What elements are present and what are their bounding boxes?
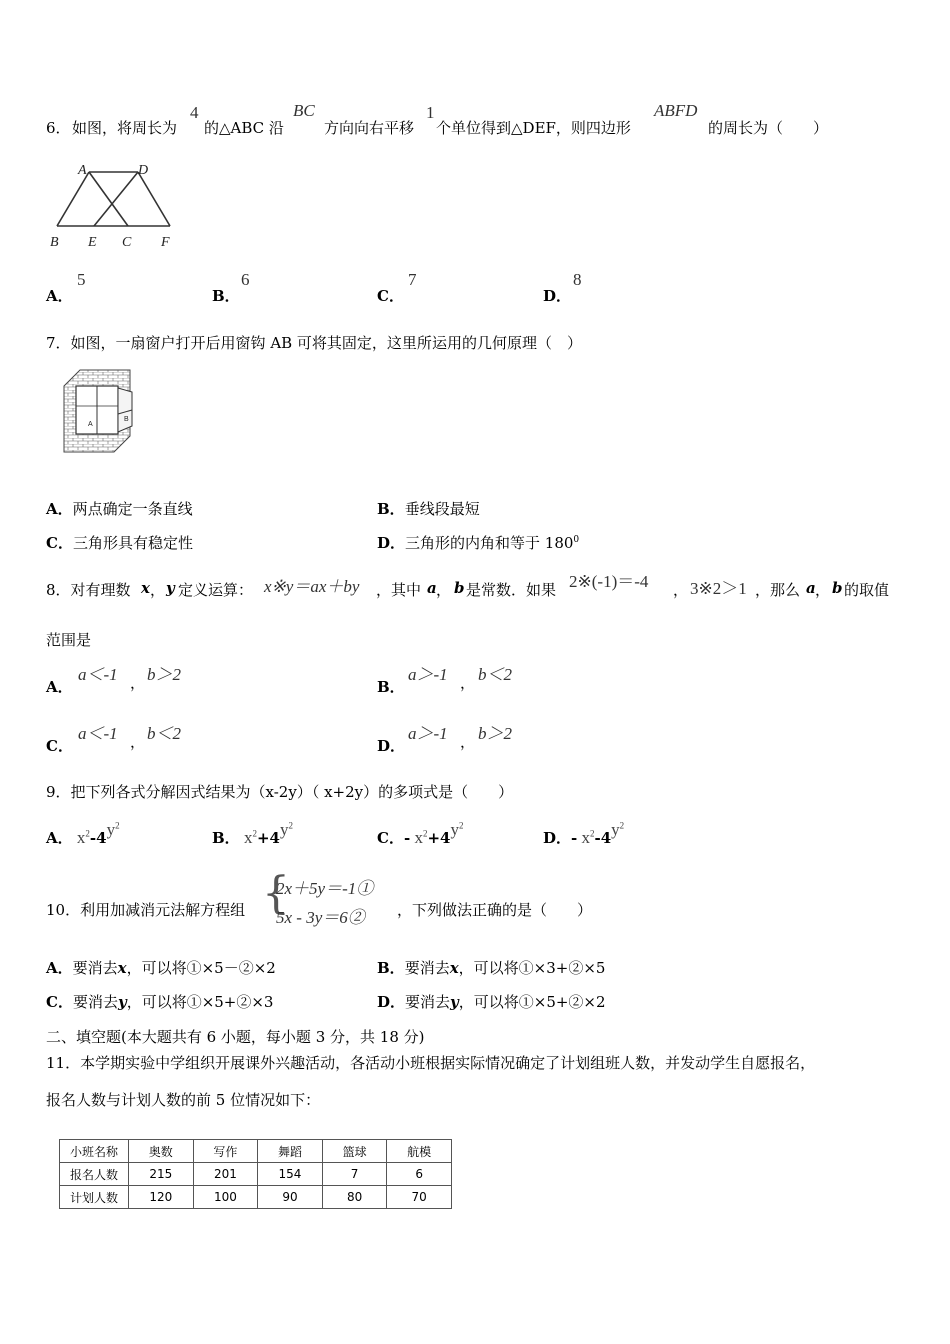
q6-math-bc: BC	[293, 101, 315, 120]
q6-option-a-value: 5	[77, 270, 86, 289]
q9-option-d[interactable]: D．- $x^2-4y^2$	[543, 820, 625, 847]
q9-option-c[interactable]: C．- $x^2+4y^2$	[377, 820, 464, 847]
q9-stem: 9．把下列各式分解因式结果为（x-2y）（ x+2y）的多项式是（ ）	[46, 783, 514, 801]
q8-text-4: 是常数．如果	[466, 581, 557, 599]
q6-math-abfd: ABFD	[654, 101, 698, 120]
q11-stem-line2: 报名人数与计划人数的前 5 位情况如下：	[46, 1091, 321, 1109]
q6-label-c: C	[122, 235, 132, 250]
q7-option-d[interactable]: D．三角形的内角和等于 $180^0$	[377, 534, 580, 552]
q6-label-d: D	[138, 163, 149, 178]
q6-math-shift: 1	[426, 103, 435, 122]
section-2-title: 二、填空题(本大题共有 6 小题，每小题 3 分，共 18 分)	[46, 1028, 425, 1046]
q7-label-b: B	[124, 416, 129, 423]
q7-open-sash	[118, 388, 132, 432]
q6-text-1: 如图，将周长为	[72, 119, 178, 137]
q6-seg-df	[138, 172, 170, 226]
q10-brace: {	[262, 868, 290, 919]
q7-option-b[interactable]: B．垂线段最短	[377, 500, 480, 518]
q8-text-6: 的取值	[844, 581, 890, 599]
q8-text-1: 8．对有理数	[46, 581, 131, 599]
q6-text-2: 的△ABC 沿	[204, 119, 284, 137]
q6-text-5: 的周长为（ ）	[708, 119, 829, 137]
q8-text-2: 定义运算：	[178, 581, 254, 599]
q6-text-3: 方向向右平移	[324, 119, 415, 137]
q11-stem-line1: 11．本学期实验中学组织开展课外兴趣活动，各活动小班根据实际情况确定了计划组班人数，并发动学生自愿报名，	[46, 1054, 816, 1072]
q6-number: 6．	[46, 119, 71, 137]
q8-option-b-label[interactable]: B．	[377, 678, 405, 696]
q10-equation-1: 2x＋5y＝-1①	[276, 879, 374, 898]
q6-math-perimeter: 4	[190, 103, 199, 122]
q11-table	[59, 1139, 452, 1209]
q7-option-a[interactable]: A．两点确定一条直线	[46, 500, 193, 518]
q8-math-cond2: 3※2＞1	[690, 579, 747, 598]
q8-text-line2: 范围是	[46, 631, 92, 649]
q10-equation-2: 5x - 3y＝6②	[276, 908, 365, 927]
q10-option-c[interactable]: C．要消去y，可以将①×5+②×3	[46, 993, 274, 1011]
q6-option-a-label[interactable]: A．	[46, 287, 73, 305]
q6-seg-ab	[57, 172, 89, 226]
q6-figure-parallelogram	[44, 158, 184, 252]
q6-seg-ac	[89, 172, 128, 226]
q9-option-a[interactable]: A． $x^2-4y^2$	[46, 820, 120, 847]
q6-label-b: B	[50, 235, 59, 250]
q6-text-4: 个单位得到△DEF，则四边形	[436, 119, 631, 137]
q10-option-a[interactable]: A．要消去x，可以将①×5－②×2	[46, 959, 276, 977]
q6-option-d-label[interactable]: D．	[543, 287, 572, 305]
table-row: 计划人数 120 100 90 80 70	[60, 1186, 452, 1209]
q8-option-c-label[interactable]: C．	[46, 737, 73, 755]
q8-math-cond1: 2※(-1)＝-4	[569, 572, 649, 591]
q6-option-c-label[interactable]: C．	[377, 287, 404, 305]
q8-option-d-label[interactable]: D．	[377, 737, 406, 755]
q10-text-2: ，下列做法正确的是（ ）	[397, 901, 593, 919]
q10-option-b[interactable]: B．要消去x，可以将①×3+②×5	[377, 959, 606, 977]
q7-figure-window	[58, 366, 138, 458]
q6-option-b-label[interactable]: B．	[212, 287, 240, 305]
q9-option-b[interactable]: B． $x^2+4y^2$	[212, 820, 293, 847]
q8-option-a-label[interactable]: A．	[46, 678, 73, 696]
q6-label-e: E	[88, 235, 97, 250]
q8-text-3: ，其中	[376, 581, 422, 599]
q7-stem: 7．如图，一扇窗户打开后用窗钩 AB 可将其固定，这里所运用的几何原理（ ）	[46, 334, 582, 352]
q6-label-f: F	[161, 235, 170, 250]
q6-seg-de	[94, 172, 138, 226]
q10-option-d[interactable]: D．要消去y，可以将①×5+②×2	[377, 993, 606, 1011]
q8-math-def: x※y＝ax＋by	[264, 577, 360, 596]
q7-label-a: A	[88, 421, 93, 428]
table-row: 报名人数 215 201 154 7 6	[60, 1163, 452, 1186]
q6-option-c-value: 7	[408, 270, 417, 289]
q8-text-5: ，那么	[755, 581, 801, 599]
q10-text-1: 10．利用加减消元法解方程组	[46, 901, 246, 919]
q11-table-header: 小班名称 奥数 写作 舞蹈 篮球 航模	[60, 1140, 452, 1163]
q6-option-b-value: 6	[241, 270, 250, 289]
q6-option-d-value: 8	[573, 270, 582, 289]
q7-option-c[interactable]: C．三角形具有稳定性	[46, 534, 193, 552]
q6-label-a: A	[78, 163, 87, 178]
